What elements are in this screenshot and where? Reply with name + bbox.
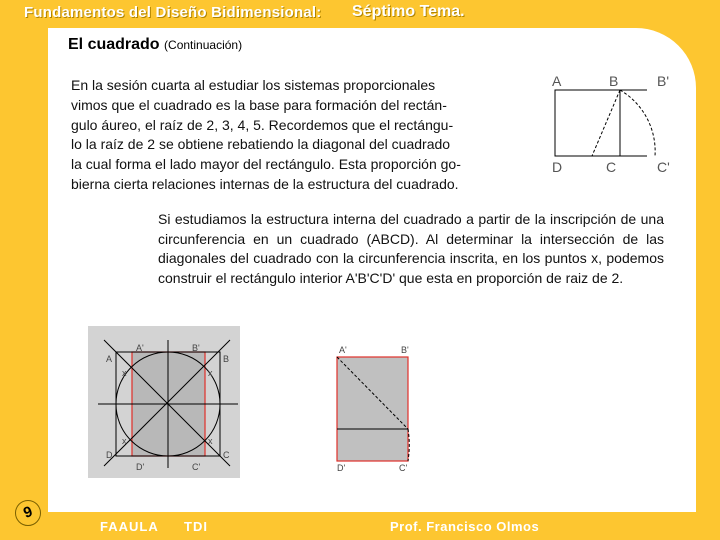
label-Ap: A' (136, 343, 144, 353)
label-Bp: B' (657, 73, 670, 89)
label-D: D (106, 450, 113, 460)
title-main: El cuadrado (68, 36, 160, 53)
footer-author: Prof. Francisco Olmos (390, 519, 540, 534)
footer-faaula: FAAULA (100, 519, 159, 534)
label-x3: x (122, 436, 127, 446)
title-sub: (Continuación) (164, 38, 243, 52)
header-bar (0, 0, 720, 26)
label-Cp-right: C' (399, 463, 408, 473)
theme-title: Séptimo Tema. (352, 3, 465, 20)
label-B: B (223, 354, 230, 364)
label-A: A (106, 354, 113, 364)
label-x4: x (208, 436, 213, 446)
paragraph-intro: En la sesión cuarta al estudiar los sistemas proporcionales vimos que el cuadrado es la base para formación del rectán- gulo áureo, el raíz de 2, 3, 4, 5. Recordemos que el rectángu- lo la raíz de 2 se obtiene rebatiendo la diagonal del cuadrado la cual forma el lado mayor del rectángulo. Esta proporción go- bierna cierta relaciones internas de la estructura del cuadrado. (71, 77, 461, 192)
footer-tdi: TDI (184, 519, 208, 534)
course-title: Fundamentos del Diseño Bidimensional: (24, 4, 322, 21)
label-Cp: C' (657, 159, 670, 175)
label-B: B (609, 73, 619, 89)
label-D: D (552, 159, 563, 175)
root2-rectangle-figure (548, 70, 684, 180)
label-Ap-right: A' (339, 345, 347, 355)
label-x2: x (208, 368, 213, 378)
label-x1: x (122, 368, 127, 378)
arc-dashed (620, 90, 655, 156)
label-C: C (606, 159, 617, 175)
page-title (68, 36, 242, 54)
diagonal-dashed (592, 90, 620, 156)
label-Bp: B' (192, 343, 200, 353)
footer-bar (0, 514, 720, 540)
page-number: 9 (21, 503, 35, 522)
paragraph-structure: Si estudiamos la estructura interna del cuadrado a partir de la inscripción de una circunferencia en un cuadrado (ABCD). Al determinar la intersección de las diagonales del cuadrado con la circunferencia inscrita, en los puntos x, podemos construir el rectángulo interior A'B'C'D' que esta en proporción de raiz de 2. (158, 211, 664, 286)
inscribed-circle-figure (88, 326, 442, 478)
label-C: C (223, 450, 230, 460)
label-Dp-right: D' (337, 463, 346, 473)
square-outline (555, 90, 620, 156)
label-Cp: C' (192, 462, 201, 472)
label-Bp-right: B' (401, 345, 409, 355)
root2-rectangle (337, 357, 408, 461)
label-Dp: D' (136, 462, 145, 472)
label-A: A (552, 73, 562, 89)
